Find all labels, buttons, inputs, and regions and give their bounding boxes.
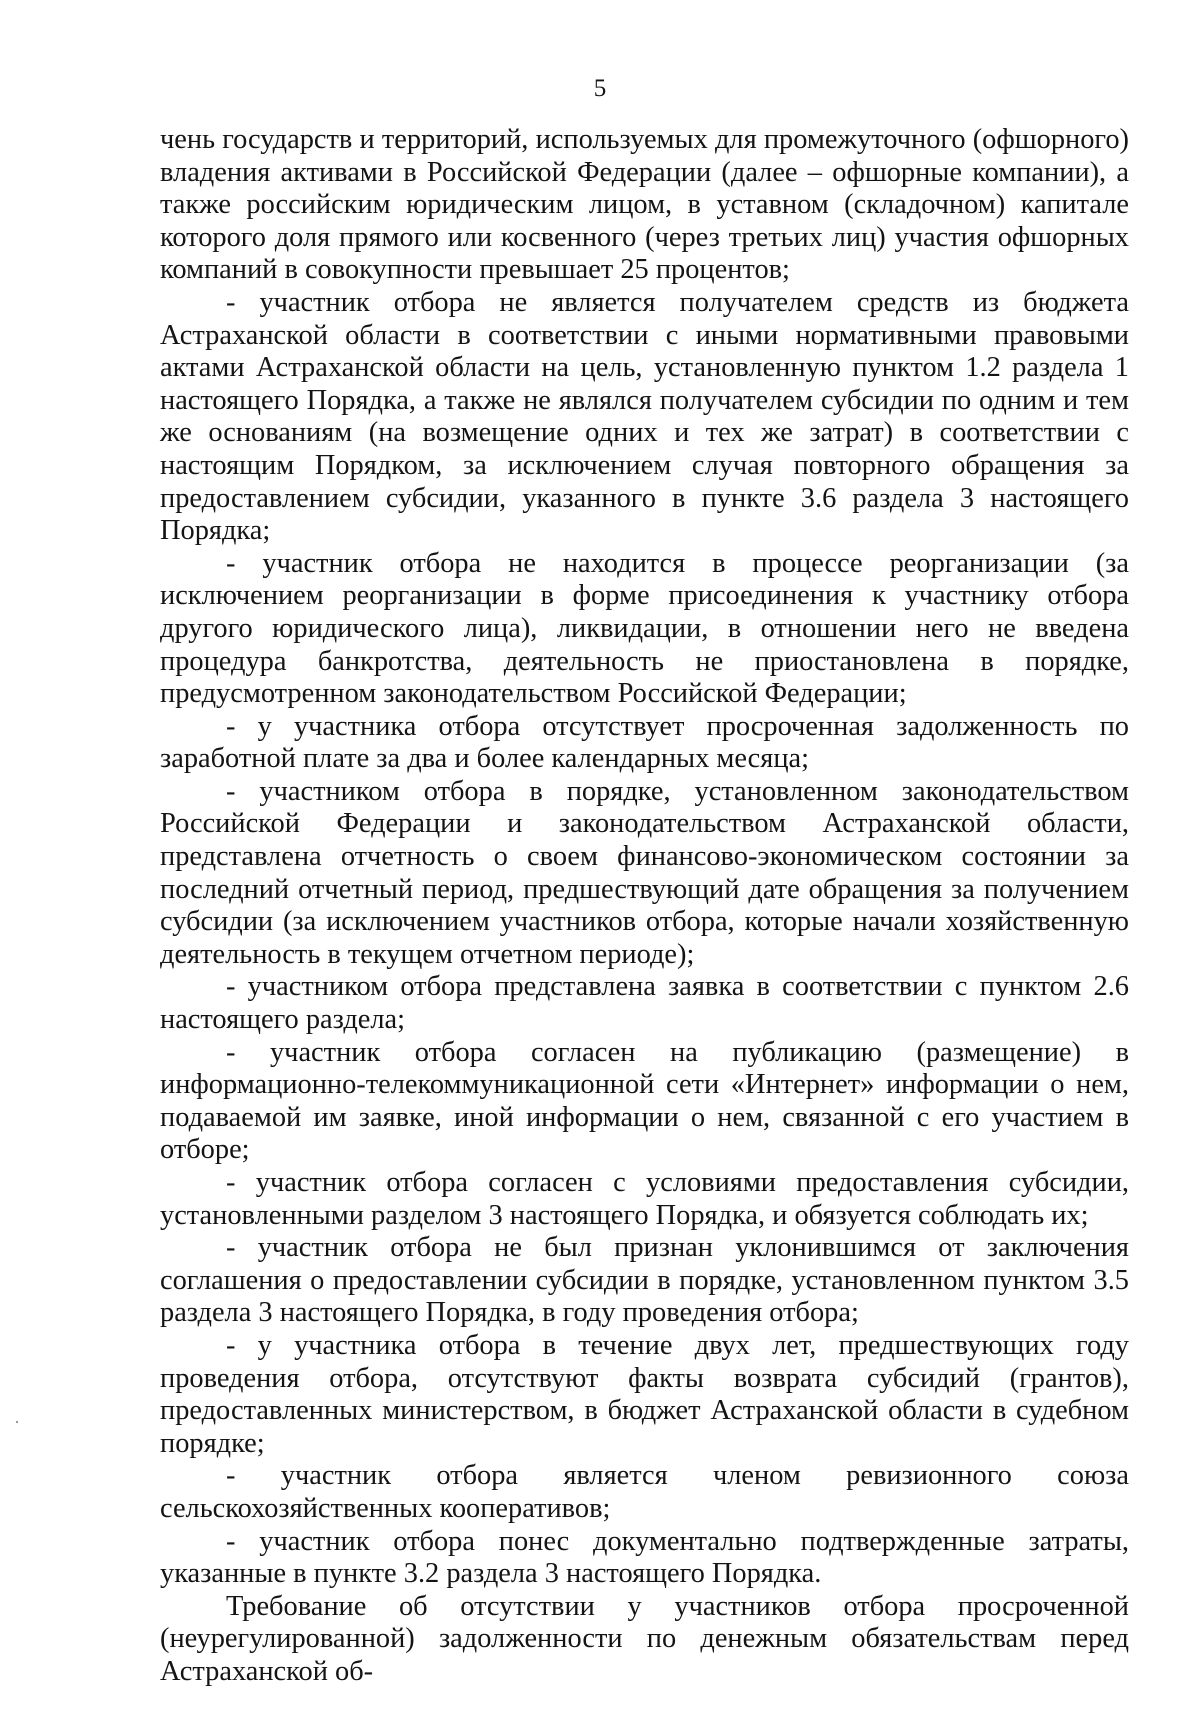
scan-speck (16, 1421, 18, 1423)
paragraph-requirement: - участник отбора не является получателем средств из бюджета Астраханской области в соответствии с иными нормативными правовыми актами Астраханской области на цель, установленную пунктом 1.2 раздела 1 настоящего Порядка, а также не являлся получателем субсидии по одним и тем же основаниям (на возмещение одних и тех же затрат) в соответствии с настоящим Порядком, за исключением случая повторного обращения за предоставлением субсидии, указанного в пункте 3.6 раздела 3 настоящего Порядка; (160, 286, 1129, 547)
paragraph-requirement: - участник отбора согласен на публикацию (размещение) в информационно-телекоммуникационной сети «Интернет» информации о нем, подаваемой им заявке, иной информации о нем, связанной с его участием в отборе; (160, 1036, 1129, 1166)
paragraph-continuation: чень государств и территорий, используемых для промежуточного (офшорного) владения активами в Российской Федерации (далее – офшорные компании), а также российским юридическим лицом, в уставном (складочном) капитале которого доля прямого или косвенного (через третьих лиц) участия офшорных компаний в совокупности превышает 25 процентов; (160, 124, 1129, 286)
paragraph-requirement: - участник отбора согласен с условиями предоставления субсидии, установленными разделом 3 настоящего Порядка, и обязуется соблюдать их; (160, 1167, 1129, 1231)
paragraph-requirement: - участником отбора в порядке, установленном законодательством Российской Федерации и законодательством Астраханской области, представлена отчетность о своем финансово-экономическом состоянии за последний отчетный период, предшествующий дате обращения за получением субсидии (за исключением участников отбора, которые начали хозяйственную деятельность в текущем отчетном периоде); (160, 775, 1129, 970)
paragraph-requirement: - участник отбора не был признан уклонившимся от заключения соглашения о предоставлении субсидии в порядке, установленном пунктом 3.5 раздела 3 настоящего Порядка, в году проведения отбора; (160, 1232, 1129, 1329)
paragraph-requirement: - участник отбора понес документально подтвержденные затраты, указанные в пункте 3.2 раздела 3 настоящего Порядка. (160, 1525, 1129, 1590)
document-body (160, 124, 1129, 1689)
paragraph-requirement: - у участника отбора отсутствует просроченная задолженность по заработной плате за два и более календарных месяца; (160, 710, 1129, 775)
paragraph-final: Требование об отсутствии у участников отбора просроченной (неурегулированной) задолженности по денежным обязательствам перед Астраханской об- (160, 1590, 1129, 1687)
paragraph-requirement: - у участника отбора в течение двух лет, предшествующих году проведения отбора, отсутствуют факты возврата субсидий (грантов), предоставленных министерством, в бюджет Астраханской области в судебном порядке; (160, 1329, 1129, 1459)
page-number: 5 (593, 75, 607, 102)
paragraph-requirement: - участник отбора не находится в процессе реорганизации (за исключением реорганизации в форме присоединения к участнику отбора другого юридического лица), ликвидации, в отношении него не введена процедура банкротства, деятельность не приостановлена в порядке, предусмотренном законодательством Российской Федерации; (160, 547, 1129, 710)
paragraph-requirement: - участником отбора представлена заявка в соответствии с пунктом 2.6 настоящего раздела; (160, 971, 1129, 1036)
paragraph-requirement: - участник отбора является членом ревизионного союза сельскохозяйственных кооперативов; (160, 1460, 1129, 1524)
